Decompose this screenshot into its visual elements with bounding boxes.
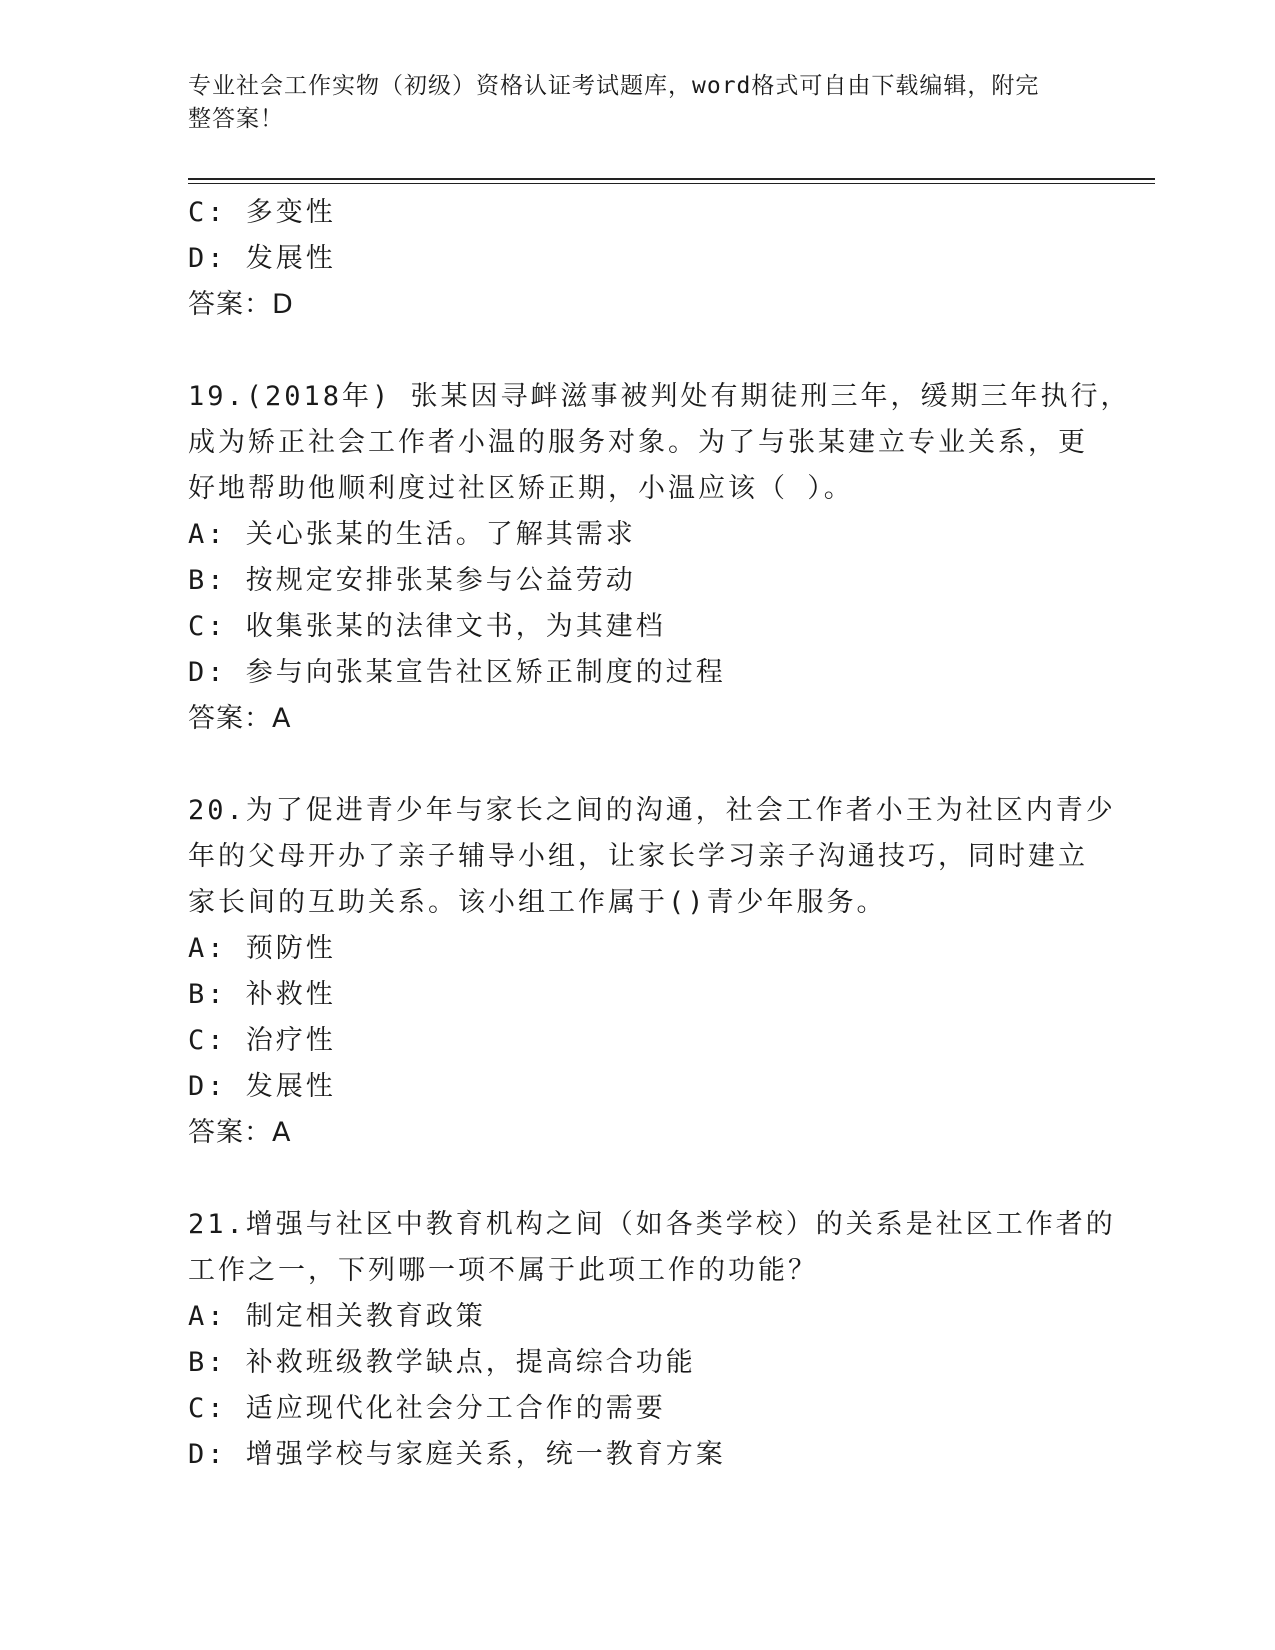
option-d: D: 发展性 — [188, 243, 336, 274]
answer: 答案：A — [188, 703, 292, 734]
option-a: A: 关心张某的生活。了解其需求 — [188, 519, 636, 550]
option-d: D: 发展性 — [188, 1071, 336, 1102]
option-d: D: 参与向张某宣告社区矫正制度的过程 — [188, 657, 726, 688]
header-divider-thick — [188, 178, 1155, 180]
question-text-line: 好地帮助他顺利度过社区矫正期，小温应该（ ）。 — [188, 473, 854, 504]
question-text-line: 家长间的互助关系。该小组工作属于()青少年服务。 — [188, 887, 887, 918]
spacer — [188, 328, 1088, 374]
question-text-line: 21.增强与社区中教育机构之间（如各类学校）的关系是社区工作者的 — [188, 1209, 1116, 1240]
question-19 — [188, 374, 1131, 742]
question-text-line: 年的父母开办了亲子辅导小组，让家长学习亲子沟通技巧，同时建立 — [188, 841, 1088, 872]
header-divider-thin — [188, 183, 1155, 184]
option-a: A: 预防性 — [188, 933, 336, 964]
question-text-line: 19.(2018年) 张某因寻衅滋事被判处有期徒刑三年，缓期三年执行， — [188, 381, 1131, 412]
spacer — [188, 1156, 1088, 1202]
option-b: B: 按规定安排张某参与公益劳动 — [188, 565, 636, 596]
option-b: B: 补救班级教学缺点，提高综合功能 — [188, 1347, 696, 1378]
header-line-2: 整答案！ — [188, 106, 284, 132]
question-20 — [188, 788, 1116, 1156]
answer: 答案：D — [188, 289, 294, 320]
question-text-line: 成为矫正社会工作者小温的服务对象。为了与张某建立专业关系，更 — [188, 427, 1088, 458]
question-21 — [188, 1202, 1116, 1478]
question-text-line: 20.为了促进青少年与家长之间的沟通，社会工作者小王为社区内青少 — [188, 795, 1116, 826]
question-content — [188, 190, 1131, 1478]
answer: 答案：A — [188, 1117, 292, 1148]
question-18-tail — [188, 190, 1088, 328]
option-d: D: 增强学校与家庭关系，统一教育方案 — [188, 1439, 726, 1470]
question-text-line: 工作之一，下列哪一项不属于此项工作的功能？ — [188, 1255, 818, 1286]
header-line-1: 专业社会工作实物（初级）资格认证考试题库，word格式可自由下载编辑，附完 — [188, 73, 1040, 99]
option-c: C: 多变性 — [188, 197, 336, 228]
option-b: B: 补救性 — [188, 979, 336, 1010]
option-c: C: 治疗性 — [188, 1025, 336, 1056]
document-header — [188, 70, 1068, 136]
option-a: A: 制定相关教育政策 — [188, 1301, 486, 1332]
spacer — [188, 742, 1088, 788]
option-c: C: 收集张某的法律文书，为其建档 — [188, 611, 666, 642]
option-c: C: 适应现代化社会分工合作的需要 — [188, 1393, 666, 1424]
